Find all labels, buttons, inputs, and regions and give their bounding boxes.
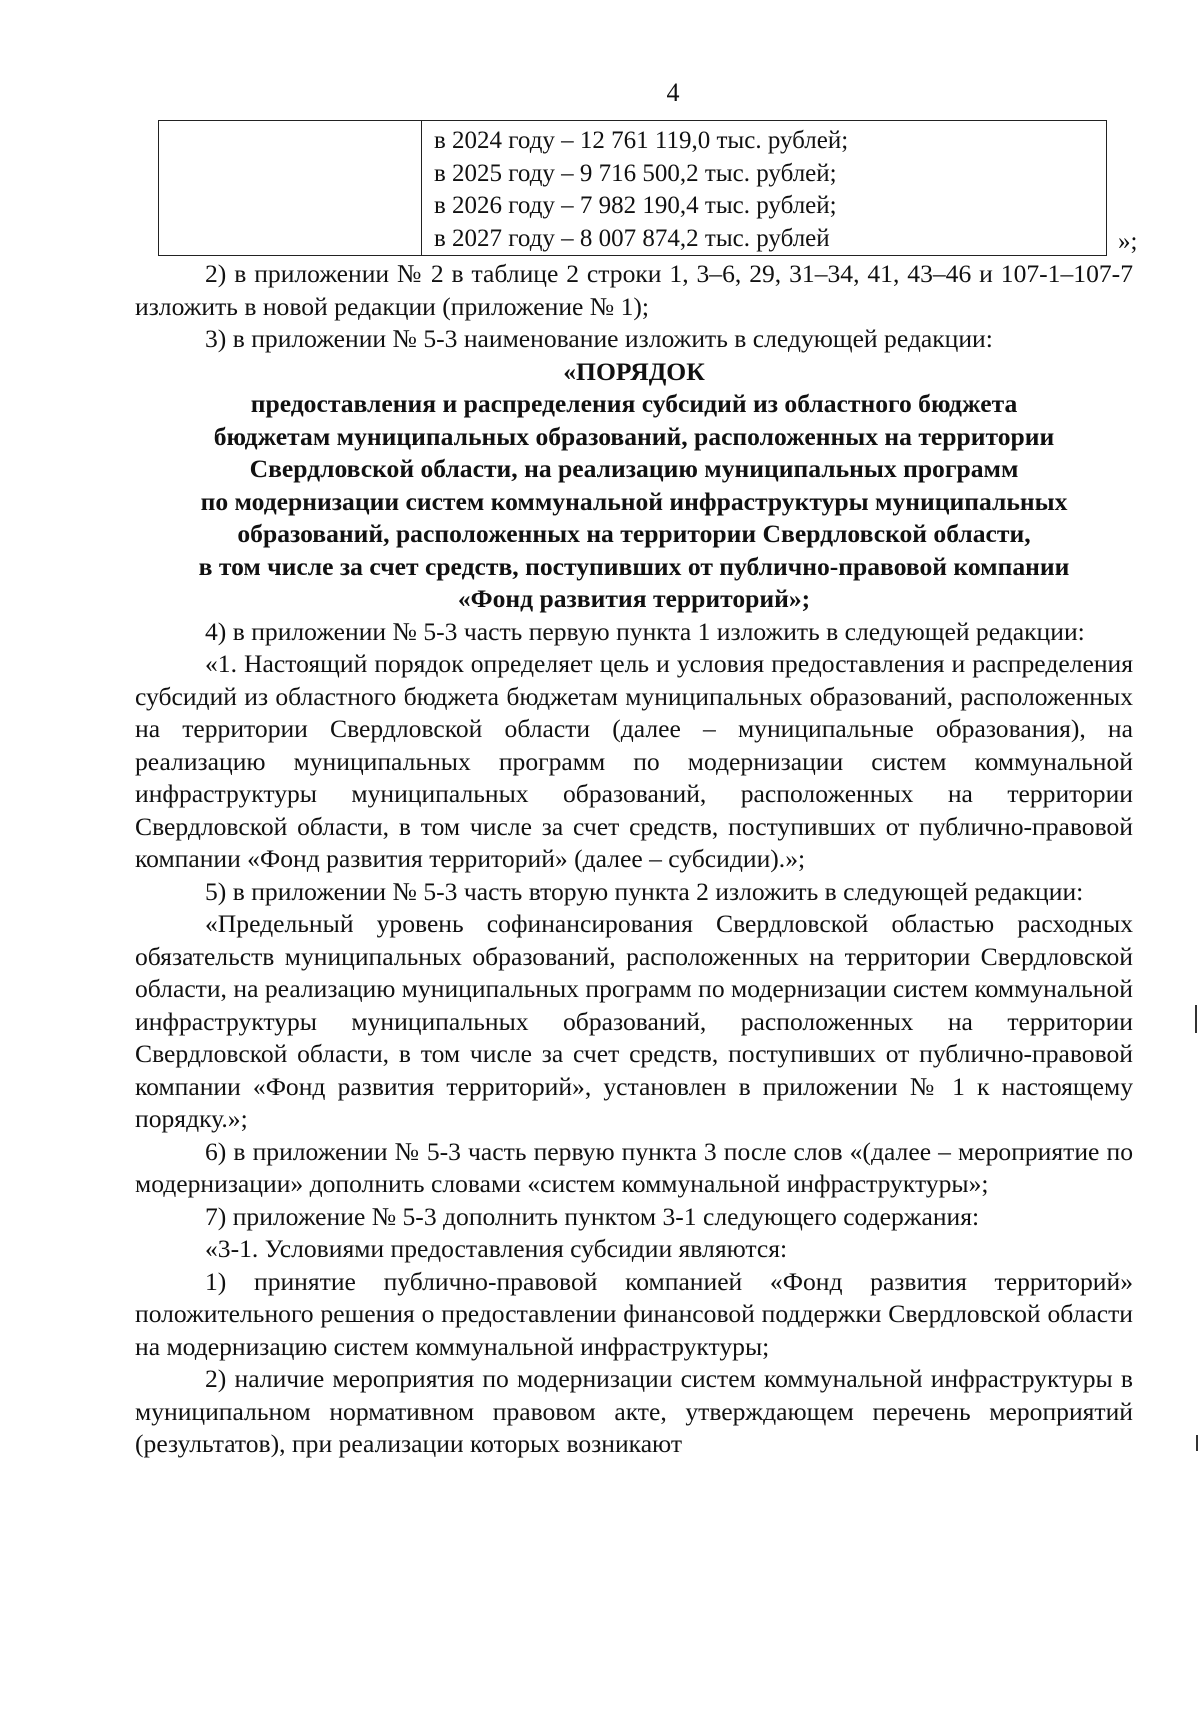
page-number: 4 — [666, 78, 680, 107]
scan-margin-mark — [1196, 1435, 1198, 1451]
paragraph-3: 3) в приложении № 5-3 наименование изложить в следующей редакции: — [205, 324, 993, 353]
paragraph-7: 7) приложение № 5-3 дополнить пунктом 3-1 следующего содержания: — [205, 1201, 980, 1231]
paragraph-7-item-1: 1) принятие публично-правовой компанией «Фонд развития территорий» положительного решения о предоставлении финансовой поддержки Свердловской области на модернизацию систем коммунальной инфраструктуры; — [135, 1266, 1133, 1361]
title-line: бюджетам муниципальных образований, расположенных на территории — [213, 421, 1055, 451]
title-line: Свердловской области, на реализацию муниципальных программ — [249, 454, 1019, 483]
table-cell-empty — [159, 121, 422, 256]
table-line-2026: в 2026 году – 7 982 190,4 тыс. рублей; — [434, 192, 837, 219]
paragraph-5: 5) в приложении № 5-3 часть вторую пункта 2 изложить в следующей редакции: — [205, 876, 1084, 906]
title-line: в том числе за счет средств, поступивших от публично-правовой компании — [198, 551, 1070, 581]
title-line: по модернизации систем коммунальной инфраструктуры муниципальных — [200, 486, 1068, 516]
paragraph-7-item-2: 2) наличие мероприятия по модернизации систем коммунальной инфраструктуры в муниципальном нормативном правовом акте, утверждающем перечень мероприятий (результатов), при реализации которых возникают — [135, 1364, 1133, 1458]
table-line-2025: в 2025 году – 9 716 500,2 тыс. рублей; — [434, 159, 837, 187]
title-line: «Фонд развития территорий»; — [457, 584, 811, 613]
paragraph-4: 4) в приложении № 5-3 часть первую пункта 1 изложить в следующей редакции: — [205, 616, 1085, 646]
table-closing-quote: »; — [1118, 228, 1138, 255]
paragraph-5-quote: «Предельный уровень софинансирования Свердловской областью расходных обязательств муниципальных образований, расположенных на территории Свердловской области, на реализацию муниципальных программ по модернизации систем коммунальной инфраструктуры муниципальных образований, расположенных на территории Свердловской области, в том числе за счет средств, поступивших от публично-правовой компании «Фонд развития территорий», установлен в приложении № 1 к настоящему порядку.»; — [135, 909, 1133, 1133]
paragraph-4-quote: «1. Настоящий порядок определяет цель и условия предоставления и распределения субсидий из областного бюджета бюджетам муниципальных образований, расположенных на территории Свердловской области (далее – муниципальные образования), на реализацию муниципальных программ по модернизации систем коммунальной инфраструктуры муниципальных образований, расположенных на территории Свердловской области, в том числе за счет средств, поступивших от публично-правовой компании «Фонд развития территорий» (далее – субсидии).»; — [135, 649, 1133, 873]
scan-margin-mark — [1195, 1005, 1197, 1033]
table-line-2027: в 2027 году – 8 007 874,2 тыс. рублей — [434, 224, 830, 252]
table-line-2024: в 2024 году – 12 761 119,0 тыс. рублей; — [434, 127, 849, 154]
title-line: образований, расположенных на территории Свердловской области, — [237, 519, 1031, 548]
funding-table — [158, 120, 1107, 256]
table-cell-values — [422, 121, 1107, 256]
paragraph-6: 6) в приложении № 5-3 часть первую пункта 3 после слов «(далее – мероприятие по модернизации» дополнить словами «систем коммунальной инфраструктуры»; — [135, 1136, 1133, 1198]
title-line: «ПОРЯДОК — [563, 356, 705, 386]
paragraph-7-quote: «3-1. Условиями предоставления субсидии являются: — [205, 1234, 788, 1263]
paragraph-2: 2) в приложении № 2 в таблице 2 строки 1, 3–6, 29, 31–34, 41, 43–46 и 107-1–107-7 изложить в новой редакции (приложение № 1); — [135, 259, 1133, 321]
document-body — [135, 258, 1133, 1461]
table-row — [159, 121, 1107, 256]
title-line: предоставления и распределения субсидий из областного бюджета — [250, 389, 1018, 418]
section-title — [135, 356, 1133, 616]
